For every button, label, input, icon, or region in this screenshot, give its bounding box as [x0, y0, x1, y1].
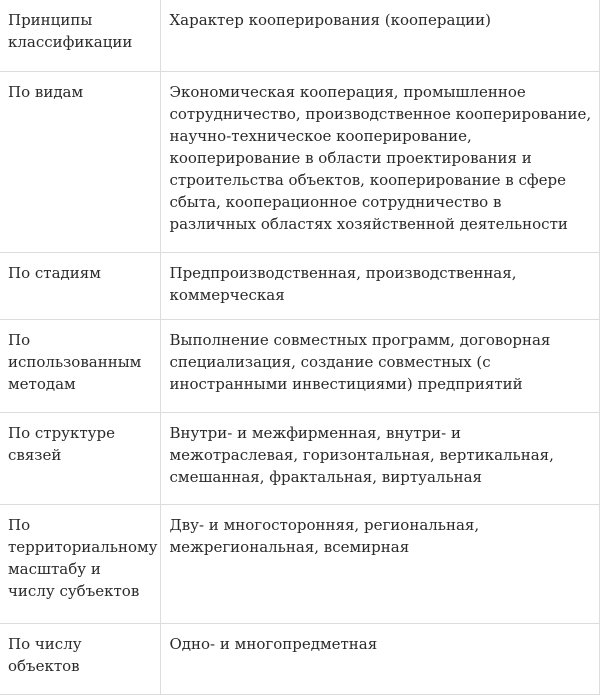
table-row — [0, 71, 599, 252]
character-text: Предпроизводственная, производственная, коммерческая — [169, 263, 517, 304]
principle-text: По использованным методам — [8, 330, 142, 393]
principle-cell — [0, 504, 160, 623]
character-cell — [160, 623, 599, 694]
table-header-row — [0, 0, 599, 71]
principle-cell — [0, 412, 160, 504]
principle-cell — [0, 319, 160, 412]
character-cell — [160, 504, 599, 623]
header-character-text: Характер кооперирования (кооперации) — [169, 11, 491, 29]
header-character-cell — [160, 0, 599, 71]
character-text: Выполнение совместных программ, договорная специализация, создание совместных (с иностранными инвестициями) предприятий — [169, 330, 551, 393]
principle-text: По территориальному масштабу и числу субъектов — [8, 515, 158, 600]
character-cell — [160, 71, 599, 252]
table-row — [0, 252, 599, 319]
character-text: Одно- и многопредметная — [169, 634, 378, 653]
header-principle-text: Принципы классификации — [8, 11, 133, 51]
principle-cell — [0, 71, 160, 252]
character-cell — [160, 252, 599, 319]
character-cell — [160, 412, 599, 504]
principle-text: По числу объектов — [8, 634, 82, 675]
character-cell — [160, 319, 599, 412]
principle-cell — [0, 252, 160, 319]
character-text: Внутри- и межфирменная, внутри- и межотраслевая, горизонтальная, вертикальная, смешанная, фрактальная, виртуальная — [169, 423, 554, 486]
principle-text: По стадиям — [8, 263, 101, 282]
table-row — [0, 412, 599, 504]
principle-text: По структуре связей — [8, 423, 115, 464]
character-text: Дву- и многосторонняя, региональная, межрегиональная, всемирная — [169, 515, 480, 556]
character-text: Экономическая кооперация, промышленное сотрудничество, производственное кооперирование, научно-техническое кооперирование, кооперирование в области проектирования и строительства объектов, кооперирование в сфере сбыта, кооперационное сотрудничество в различных областях хозяйственной деятельности — [169, 82, 592, 233]
principle-text: По видам — [8, 82, 84, 101]
table-row — [0, 623, 599, 694]
table-row — [0, 504, 599, 623]
principle-cell — [0, 623, 160, 694]
table-row — [0, 319, 599, 412]
header-principle-cell — [0, 0, 160, 71]
